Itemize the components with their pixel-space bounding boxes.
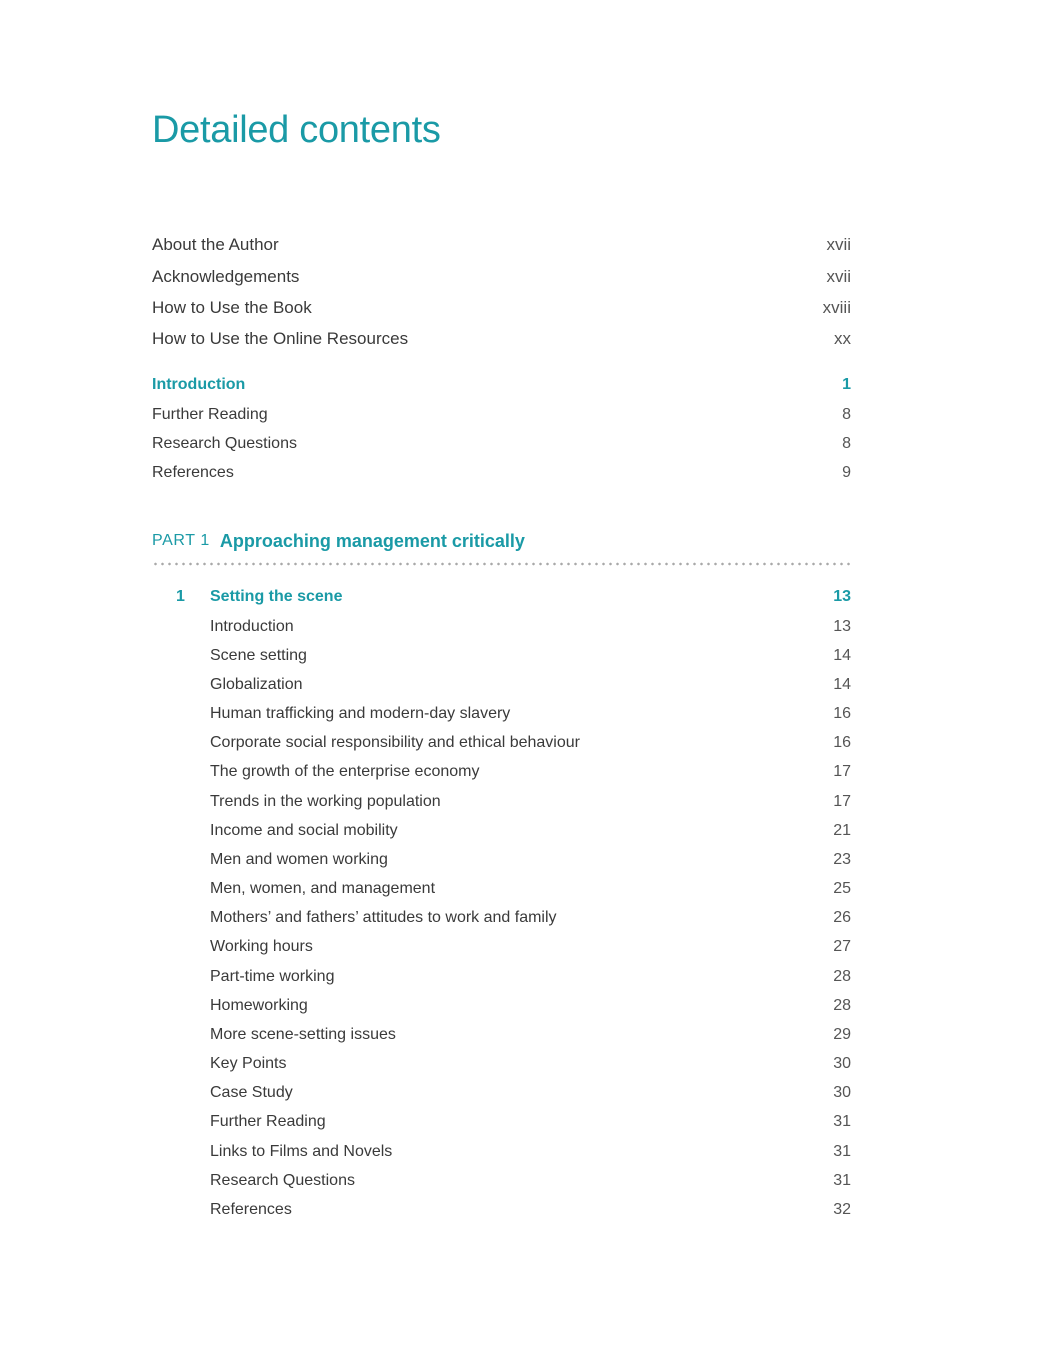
dotted-divider (152, 562, 851, 566)
toc-entry-acknowledgements[interactable] (152, 265, 851, 289)
toc-entry-label: Men, women, and management (210, 880, 436, 897)
toc-entry[interactable] (210, 1110, 851, 1134)
toc-entry-label: Men and women working (210, 851, 388, 868)
toc-entry-page: xvii (826, 267, 851, 286)
toc-entry-label: More scene-setting issues (210, 1026, 396, 1043)
toc-entry-page: 13 (833, 618, 851, 635)
part-label: PART 1 (152, 532, 210, 549)
toc-entry-page: 8 (842, 406, 851, 423)
toc-entry[interactable] (210, 644, 851, 668)
toc-entry-page: 26 (833, 909, 851, 926)
toc-entry-label: Working hours (210, 938, 313, 955)
toc-entry-label: How to Use the Online Resources (152, 329, 409, 348)
toc-entry-label: Links to Films and Novels (210, 1143, 393, 1160)
chapter-title: Setting the scene (210, 588, 343, 605)
toc-entry[interactable] (210, 1198, 851, 1222)
toc-entry[interactable] (210, 1052, 851, 1076)
toc-entry-page: 14 (833, 676, 851, 693)
toc-entry[interactable] (210, 1023, 851, 1047)
part-header (152, 528, 525, 554)
toc-entry-page: 30 (833, 1084, 851, 1101)
toc-entry-page: 31 (833, 1143, 851, 1160)
toc-entry-label: The growth of the enterprise economy (210, 763, 480, 780)
toc-entry-page: 28 (833, 997, 851, 1014)
toc-entry-intro-references[interactable] (152, 461, 851, 485)
chapter-page: 13 (833, 588, 851, 605)
toc-entry-page: 16 (833, 705, 851, 722)
toc-entry[interactable] (210, 1081, 851, 1105)
toc-entry-label: Income and social mobility (210, 822, 398, 839)
toc-entry-page: 28 (833, 968, 851, 985)
toc-entry-online-resources[interactable] (152, 327, 851, 351)
toc-entry-label: References (210, 1201, 292, 1218)
toc-entry-page: 23 (833, 851, 851, 868)
chapter-number: 1 (176, 588, 185, 605)
toc-entry-page: 25 (833, 880, 851, 897)
toc-heading-page: 1 (842, 376, 851, 393)
toc-entry-label: How to Use the Book (152, 298, 312, 317)
toc-entry[interactable] (210, 877, 851, 901)
toc-entry[interactable] (210, 1140, 851, 1164)
toc-entry[interactable] (210, 848, 851, 872)
toc-entry[interactable] (210, 935, 851, 959)
toc-entry-page: 31 (833, 1172, 851, 1189)
toc-entry[interactable] (210, 702, 851, 726)
toc-entry-label: Further Reading (152, 406, 268, 423)
toc-entry-label: Part-time working (210, 968, 335, 985)
toc-entry-page: 29 (833, 1026, 851, 1043)
toc-heading-introduction[interactable] (152, 373, 851, 397)
toc-entry-label: Trends in the working population (210, 793, 441, 810)
toc-entry-label: Research Questions (152, 435, 297, 452)
toc-entry-page: 30 (833, 1055, 851, 1072)
toc-entry[interactable] (210, 965, 851, 989)
toc-entry-page: 32 (833, 1201, 851, 1218)
toc-entry-label: Introduction (210, 618, 294, 635)
toc-entry-label: Globalization (210, 676, 303, 693)
toc-entry-page: 17 (833, 763, 851, 780)
toc-entry-page: 27 (833, 938, 851, 955)
toc-heading-chapter-1[interactable] (210, 585, 851, 609)
toc-entry[interactable] (210, 615, 851, 639)
toc-entry-label: Human trafficking and modern-day slavery (210, 705, 511, 722)
toc-entry-label: Scene setting (210, 647, 307, 664)
toc-entry-page: 9 (842, 464, 851, 481)
part-title: Approaching management critically (219, 530, 525, 551)
page-title: Detailed contents (152, 109, 441, 151)
toc-entry-label: Research Questions (210, 1172, 355, 1189)
toc-heading-label: Introduction (152, 376, 246, 393)
toc-entry-label: Mothers’ and fathers’ attitudes to work and family (210, 909, 557, 926)
toc-entry-label: Homeworking (210, 997, 308, 1014)
toc-entry-page: xviii (822, 298, 851, 317)
toc-entry[interactable] (210, 994, 851, 1018)
toc-entry-page: 17 (833, 793, 851, 810)
toc-entry-label: References (152, 464, 234, 481)
toc-entry[interactable] (210, 819, 851, 843)
toc-entry-page: xx (834, 329, 851, 348)
toc-entry[interactable] (210, 673, 851, 697)
toc-entry-page: 16 (833, 734, 851, 751)
toc-entry-how-to-use-book[interactable] (152, 296, 851, 320)
toc-entry-label: Further Reading (210, 1113, 326, 1130)
toc-entry-page: 31 (833, 1113, 851, 1130)
toc-entry-about-author[interactable] (152, 233, 851, 257)
toc-entry[interactable] (210, 906, 851, 930)
toc-entry-label: Case Study (210, 1084, 293, 1101)
toc-entry-label: Corporate social responsibility and ethical behaviour (210, 734, 580, 751)
toc-entry-page: 14 (833, 647, 851, 664)
toc-entry[interactable] (210, 760, 851, 784)
toc-entry-page: 21 (833, 822, 851, 839)
toc-entry-label: About the Author (152, 235, 279, 254)
toc-entry[interactable] (210, 790, 851, 814)
toc-entry-page: xvii (826, 235, 851, 254)
toc-entry[interactable] (210, 731, 851, 755)
toc-entry-label: Key Points (210, 1055, 287, 1072)
toc-entry-intro-further-reading[interactable] (152, 403, 851, 427)
toc-entry-label: Acknowledgements (152, 267, 300, 286)
toc-entry[interactable] (210, 1169, 851, 1193)
toc-entry-page: 8 (842, 435, 851, 452)
toc-entry-intro-research-questions[interactable] (152, 432, 851, 456)
